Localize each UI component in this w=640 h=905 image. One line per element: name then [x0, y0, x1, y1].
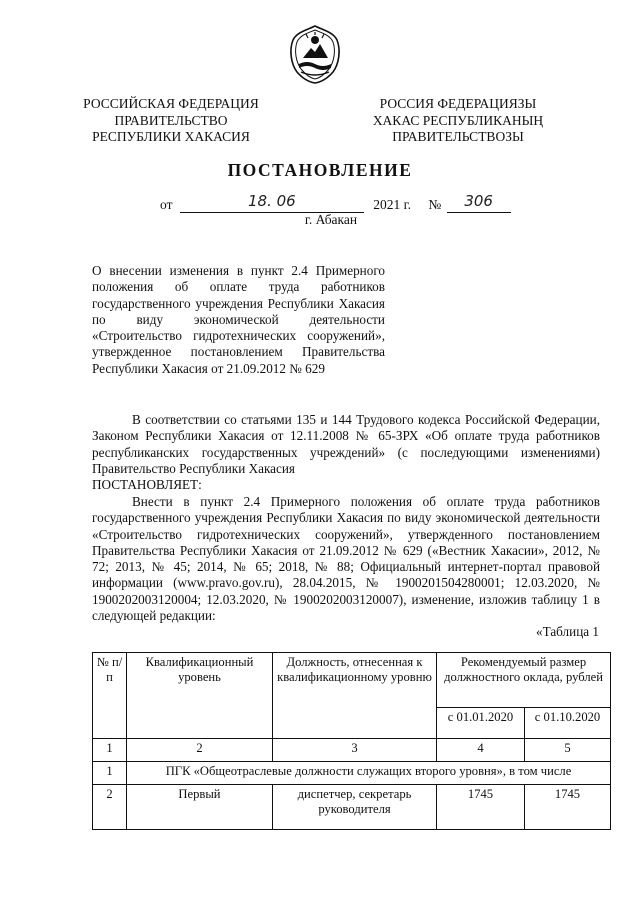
header-line: ПРАВИТЕЛЬСТВО: [114, 112, 228, 128]
column-number: 4: [437, 739, 525, 762]
number-field: [447, 192, 511, 213]
table-row: [93, 785, 611, 830]
header-line: РЕСПУБЛИКИ ХАКАСИЯ: [92, 129, 250, 144]
document-subject: О внесении изменения в пункт 2.4 Примерного положения об оплате труда работников государственного учреждения Республики Хакасия по виду экономической деятельности «Строительство гидротехнических сооружений», утвержденное постановлением Правительства Республики Хакасия от 21.09.2012 № 629: [92, 263, 385, 376]
preamble-text: В соответствии со статьями 135 и 144 Трудового кодекса Российской Федерации, Законом Республики Хакасия от 12.11.2008 № 65-ЗРХ «Об оплате труда работников республиканских государственных учреждений» (с последующими изменениями) Правительство Республики Хакасия: [92, 412, 600, 476]
handwritten-date: 18. 06: [248, 192, 296, 210]
header-line: РОССИЯ ФЕДЕРАЦИЯЗЫ: [379, 96, 537, 111]
header-num: № п/п: [93, 653, 127, 739]
item-paragraph: Внести в пункт 2.4 Примерного положения об оплате труда работников государственного учреждения Республики Хакасия по виду экономической деятельности «Строительство гидротехнических сооружений», утвержденного постановлением Правительства Республики Хакасия от 21.09.2012 № 629 («Вестник Хакасии», 2012, № 72; 2013, № 45; 2014, № 65; 2018, № 88; Официальный интернет-портал правовой информации (www.pravo.gov.ru), 28.04.2015, № 1900201504280001; 12.03.2020, № 1900202003120004; 12.03.2020, № 1900202003120007), изменение, изложив таблицу 1 в следующей редакции:: [92, 494, 600, 624]
coat-of-arms-emblem: [289, 24, 341, 84]
header-date-2: с 01.10.2020: [525, 708, 611, 739]
header-date-1: с 01.01.2020: [437, 708, 525, 739]
row-level: Первый: [127, 785, 273, 830]
document-title: ПОСТАНОВЛЕНИЕ: [227, 160, 413, 180]
year-label: 2021 г.: [373, 197, 411, 212]
city-label: г. Абакан: [304, 212, 358, 227]
row-num: 2: [93, 785, 127, 830]
column-number: 5: [525, 739, 611, 762]
preamble-paragraph: [92, 412, 600, 493]
header-line: ПРАВИТЕЛЬСТВОЗЫ: [392, 129, 524, 144]
header-position: Должность, отнесенная к квалификационному уровню: [273, 653, 437, 739]
group-title: ПГК «Общеотраслевые должности служащих второго уровня», в том числе: [127, 762, 611, 785]
column-number-row: [93, 739, 611, 762]
row-salary-2: 1745: [525, 785, 611, 830]
column-number: 2: [127, 739, 273, 762]
table-label: «Таблица 1: [536, 624, 599, 639]
number-prefix: №: [428, 197, 442, 212]
column-number: 1: [93, 739, 127, 762]
table-header-row: [93, 653, 611, 708]
header-level: Квалификационный уровень: [127, 653, 273, 739]
date-prefix: от: [160, 197, 173, 212]
header-line: ХАКАС РЕСПУБЛИКАНЫҢ: [372, 112, 544, 128]
handwritten-number: 306: [464, 192, 493, 210]
header-khakas: [372, 96, 544, 146]
column-number: 3: [273, 739, 437, 762]
row-salary-1: 1745: [437, 785, 525, 830]
header-salary: Рекомендуемый размер должностного оклада, рублей: [437, 653, 611, 708]
group-num: 1: [93, 762, 127, 785]
resolves-text: ПОСТАНОВЛЯЕТ:: [92, 477, 202, 493]
date-field: [180, 192, 364, 213]
header-russian: [78, 96, 264, 146]
header-line: РОССИЙСКАЯ ФЕДЕРАЦИЯ: [83, 96, 259, 111]
date-number-line: [160, 192, 511, 213]
salary-table: [92, 652, 611, 830]
group-row: [93, 762, 611, 785]
row-position: диспетчер, секретарь руководителя: [273, 785, 437, 830]
